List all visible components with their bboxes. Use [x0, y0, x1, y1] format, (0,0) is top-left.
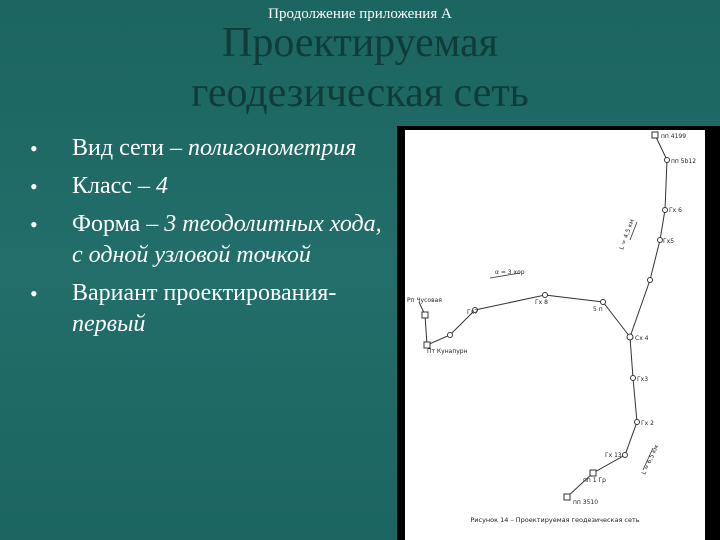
bullet-item	[30, 209, 390, 271]
geodetic-network-figure	[405, 130, 705, 540]
direction-label: L = 4,5 км	[618, 218, 636, 251]
point-label: Рп Чусовая	[407, 297, 442, 304]
network-diagram	[405, 130, 705, 540]
point-marker	[422, 312, 428, 318]
point-marker	[601, 300, 606, 305]
point-label: Гх 2	[641, 420, 654, 427]
point-label: пп 3510	[573, 499, 599, 506]
point-label: Гх5	[663, 238, 675, 245]
point-marker	[652, 132, 658, 138]
point-label: Гх 8	[535, 299, 548, 306]
point-label: Гх7	[467, 309, 479, 316]
traverse-north	[630, 135, 667, 337]
bullet-text: Класс –	[72, 173, 156, 199]
bullet-text: Форма –	[72, 211, 165, 237]
point-marker	[564, 494, 570, 500]
bullet-item	[30, 278, 390, 340]
title-line-2: геодезическая сеть	[191, 70, 529, 116]
bullet-text: Вид сети –	[72, 135, 188, 161]
bullet-icon: •	[30, 136, 38, 161]
traverse-lines	[419, 135, 667, 497]
direction-arrows	[490, 222, 653, 470]
direction-label: L = 6,5 км	[640, 444, 661, 476]
point-label: Пт Кунапурн	[427, 348, 468, 355]
bullet-icon: •	[30, 281, 38, 306]
point-marker	[648, 278, 653, 283]
figure-caption: Рисунок 14 – Проектируемая геодезическая сеть	[470, 516, 640, 524]
title-line-1: Проектируемая	[222, 20, 498, 66]
bullet-value: полигонометрия	[188, 135, 357, 161]
bullet-value: 3 теодолитных хода, с одной узловой точкой	[72, 211, 382, 268]
node-point-marker	[627, 334, 633, 340]
point-label: 5 п	[593, 306, 603, 313]
point-marker	[665, 158, 670, 163]
point-label: Гх3	[637, 376, 649, 383]
point-marker	[635, 420, 640, 425]
bullet-text: Вариант проектирования-	[72, 280, 337, 306]
point-marker	[663, 208, 668, 213]
point-marker	[590, 470, 596, 476]
point-label: пп 5b12	[671, 158, 697, 165]
point-marker	[658, 238, 663, 243]
point-marker	[448, 333, 453, 338]
survey-points	[422, 132, 670, 500]
node-point-label: Сх 4	[635, 335, 649, 342]
bullet-icon: •	[30, 174, 38, 199]
traverse-south	[567, 337, 637, 497]
slide-title	[0, 18, 720, 118]
bullet-icon: •	[30, 212, 38, 237]
slide-subtitle: Продолжение приложения А	[268, 6, 452, 22]
direction-label: α = 3 хор	[495, 269, 525, 276]
bullet-value: 4	[155, 173, 168, 199]
point-label: пп 4199	[661, 133, 687, 140]
point-label: Гх 13	[605, 452, 622, 459]
bullet-list	[30, 133, 390, 347]
point-marker	[623, 453, 628, 458]
point-label: пп 1 Гр	[583, 477, 606, 484]
bullet-item	[30, 171, 390, 202]
traverse-west	[425, 295, 630, 345]
bullet-item	[30, 133, 390, 164]
point-marker	[543, 293, 548, 298]
point-label: Гх 6	[669, 207, 682, 214]
bullet-value: первый	[72, 311, 146, 337]
point-marker	[631, 376, 636, 381]
